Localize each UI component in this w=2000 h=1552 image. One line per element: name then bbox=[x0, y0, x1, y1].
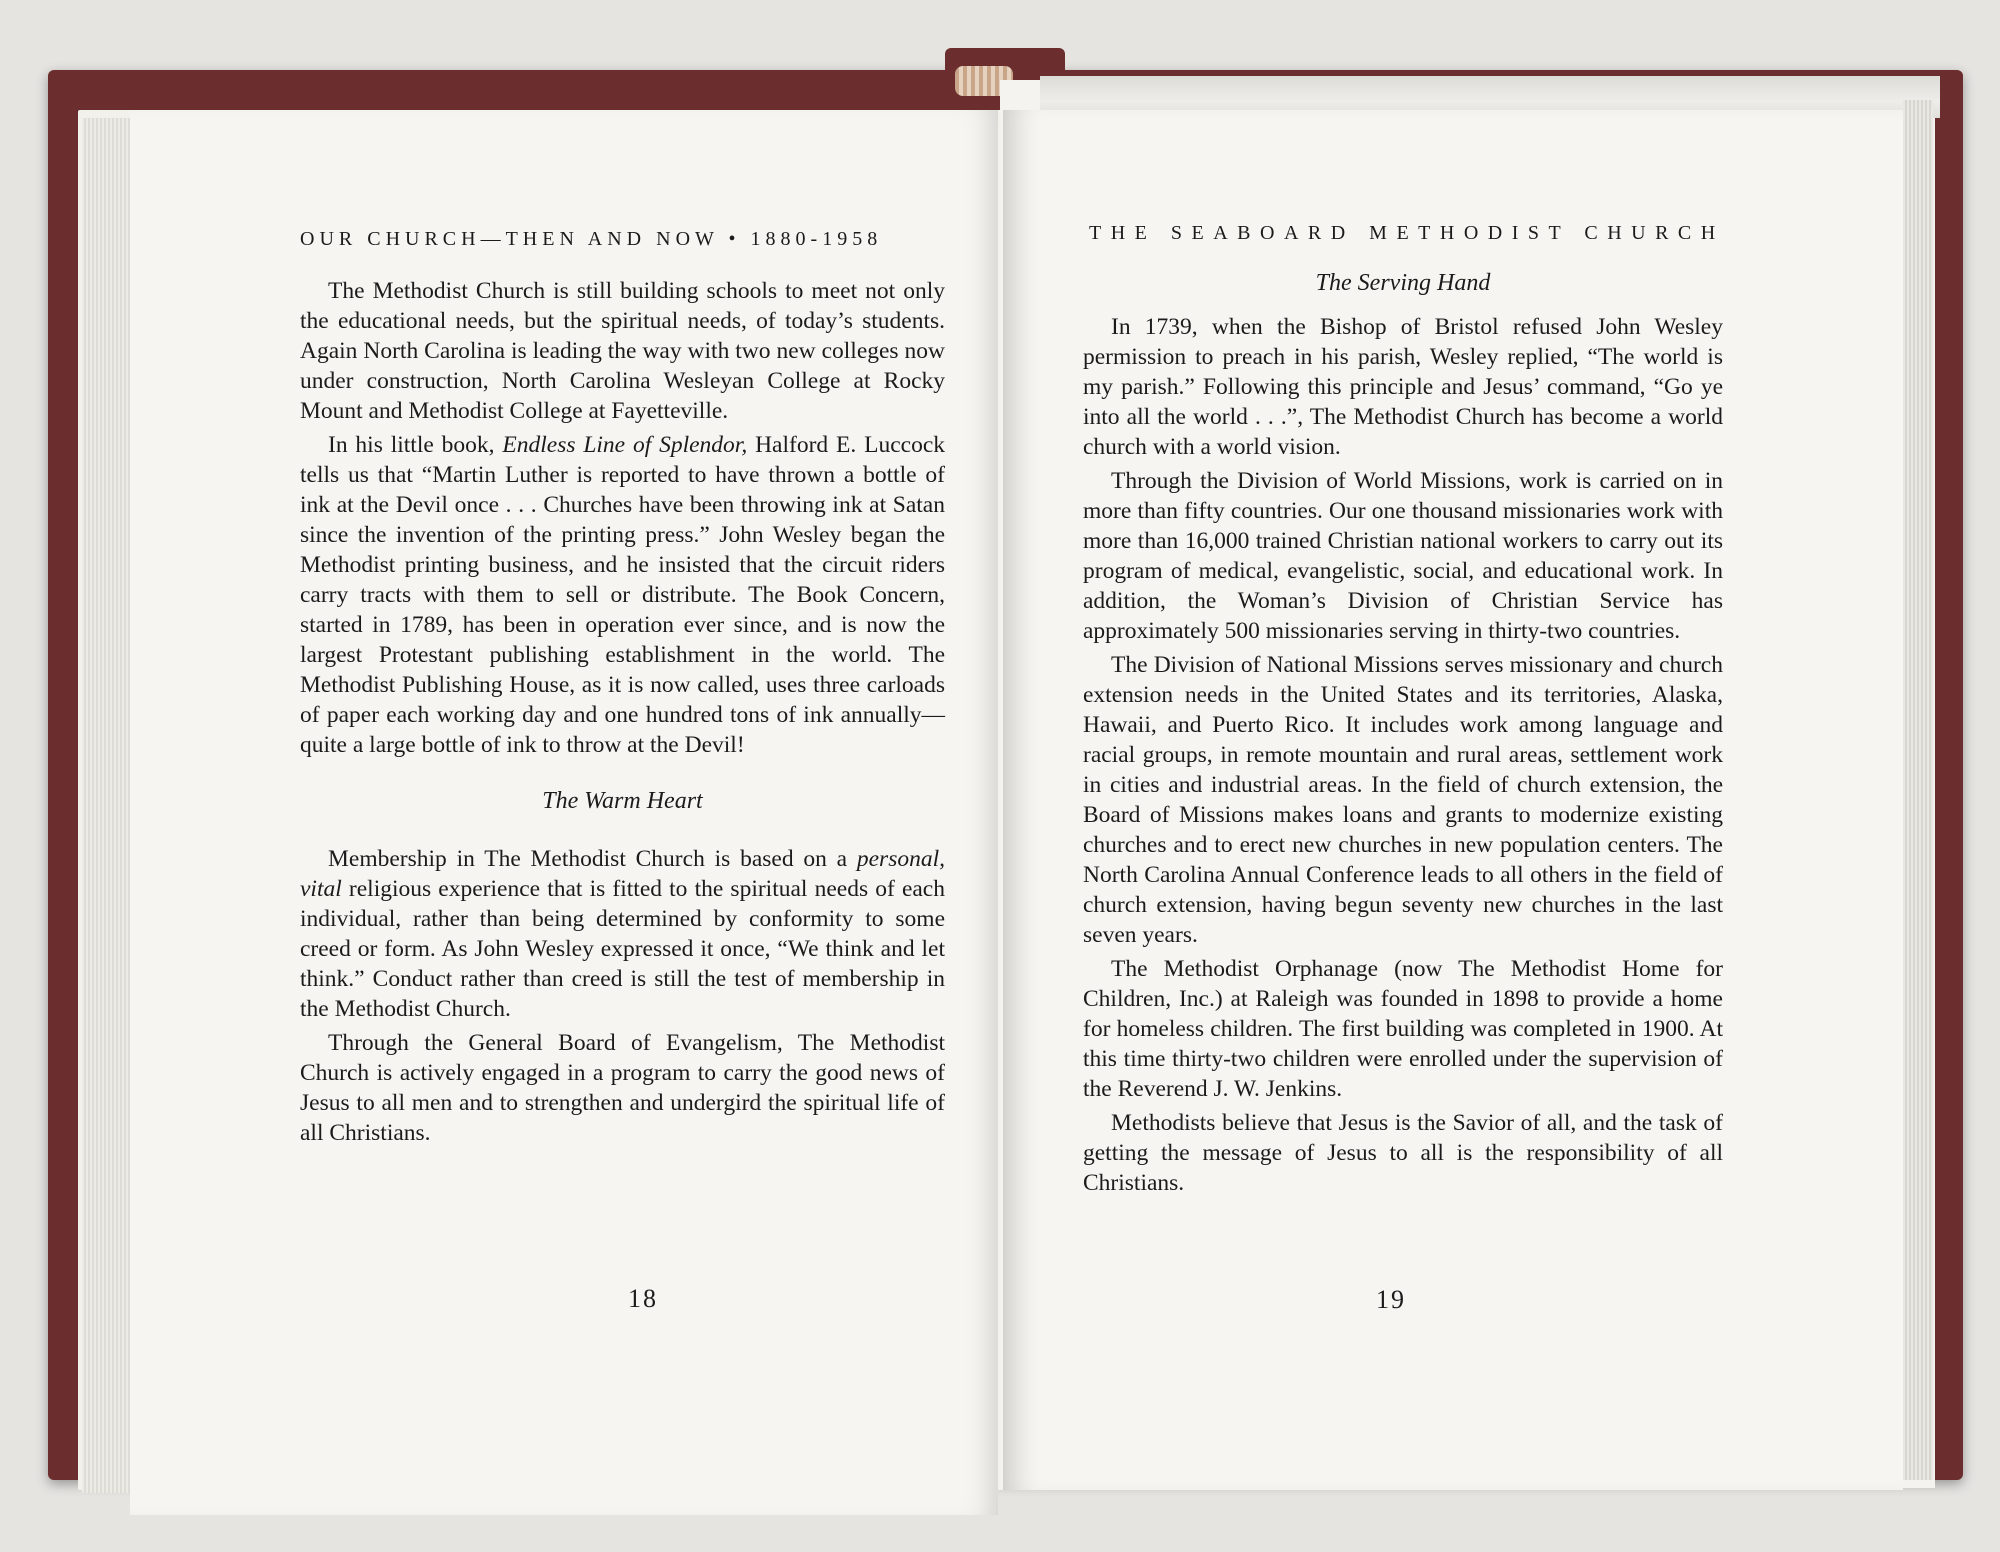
emphasis-italic: personal, vital bbox=[300, 846, 945, 902]
paragraph: The Methodist Orphanage (now The Methodist Home for Children, Inc.) at Raleigh was founded in 1898 to provide a home for homeless children. The first building was completed in 1900. At this time thirty-two children were enrolled under the supervision of the Reverend J. W. Jenkins. bbox=[1083, 956, 1723, 1102]
paragraph bbox=[300, 430, 945, 760]
left-page-edges bbox=[82, 118, 130, 1493]
page-number: 19 bbox=[1376, 1285, 1406, 1314]
paragraph: Methodists believe that Jesus is the Savior of all, and the task of getting the message of Jesus to all is the responsibility of all Christians. bbox=[1083, 1110, 1723, 1196]
right-page-body bbox=[1083, 268, 1723, 1202]
paragraph-lead: Membership in The Methodist Church is based on a bbox=[328, 846, 857, 872]
paragraph-rest: religious experience that is fitted to the spiritual needs of each individual, rather than being determined by conformity to some creed or form. As John Wesley expressed it once, “We think and let think.” Conduct rather than creed is still the test of membership in the Methodist Church. bbox=[300, 876, 945, 1022]
paragraph-lead: In his little book, bbox=[328, 432, 503, 458]
left-page bbox=[130, 110, 998, 1515]
book-title-italic: Endless Line of Splendor, bbox=[502, 432, 748, 458]
section-title: The Serving Hand bbox=[1315, 270, 1491, 296]
paragraph-rest: Halford E. Luccock tells us that “Martin Luther is reported to have thrown a bottle of ink at the Devil once . . . Churches have been throwing ink at Satan since the invention of the printing press.” John Wesley began the Methodist printing business, and he insisted that the circuit riders carry tracts with them to sell or distribute. The Book Concern, started in 1789, has been in operation ever since, and is now the largest Protestant publishing establishment in the world. The Methodist Publishing House, as it is now called, uses three carloads of paper each working day and one hundred tons of ink annually—quite a large bottle of ink to throw at the Devil! bbox=[300, 432, 946, 758]
left-page-body bbox=[300, 276, 945, 1152]
running-head: OUR CHURCH—THEN AND NOW • 1880-1958 bbox=[300, 228, 883, 250]
right-page bbox=[1003, 110, 1903, 1490]
page-number: 18 bbox=[628, 1284, 658, 1313]
paragraph: The Methodist Church is still building schools to meet not only the educational needs, but the spiritual needs, of today’s students. Again North Carolina is leading the way with two new colleges now under construction, North Carolina Wesleyan College at Rocky Mount and Methodist College at Fayetteville. bbox=[300, 278, 945, 424]
running-head: THE SEABOARD METHODIST CHURCH bbox=[1089, 222, 1725, 244]
paragraph: The Division of National Missions serves missionary and church extension needs in the United States and its territories, Alaska, Hawaii, and Puerto Rico. It includes work among language and racial groups, in remote mountain and rural areas, settlement work in cities and industrial areas. In the field of church extension, the Board of Missions makes loans and grants to modernize existing churches and to erect new churches in new population centers. The North Carolina Annual Conference leads to all others in the field of church extension, having begun seventy new churches in the last seven years. bbox=[1083, 652, 1723, 948]
section-title: The Warm Heart bbox=[542, 788, 703, 814]
paragraph bbox=[300, 844, 945, 1024]
right-page-edges bbox=[1903, 100, 1933, 1480]
paragraph: In 1739, when the Bishop of Bristol refused John Wesley permission to preach in his parish, Wesley replied, “The world is my parish.” Following this principle and Jesus’ command, “Go ye into all the world . . .”, The Methodist Church has become a world church with a world vision. bbox=[1083, 314, 1723, 460]
paragraph: Through the General Board of Evangelism, The Methodist Church is actively engaged in a program to carry the good news of Jesus to all men and to strengthen and undergird the spiritual life of all Christians. bbox=[300, 1030, 945, 1146]
paragraph: Through the Division of World Missions, work is carried on in more than fifty countries. Our one thousand missionaries work with more than 16,000 trained Christian national workers to carry out its program of medical, evangelistic, social, and educational work. In addition, the Woman’s Division of Christian Service has approximately 500 missionaries serving in thirty-two countries. bbox=[1083, 468, 1723, 644]
